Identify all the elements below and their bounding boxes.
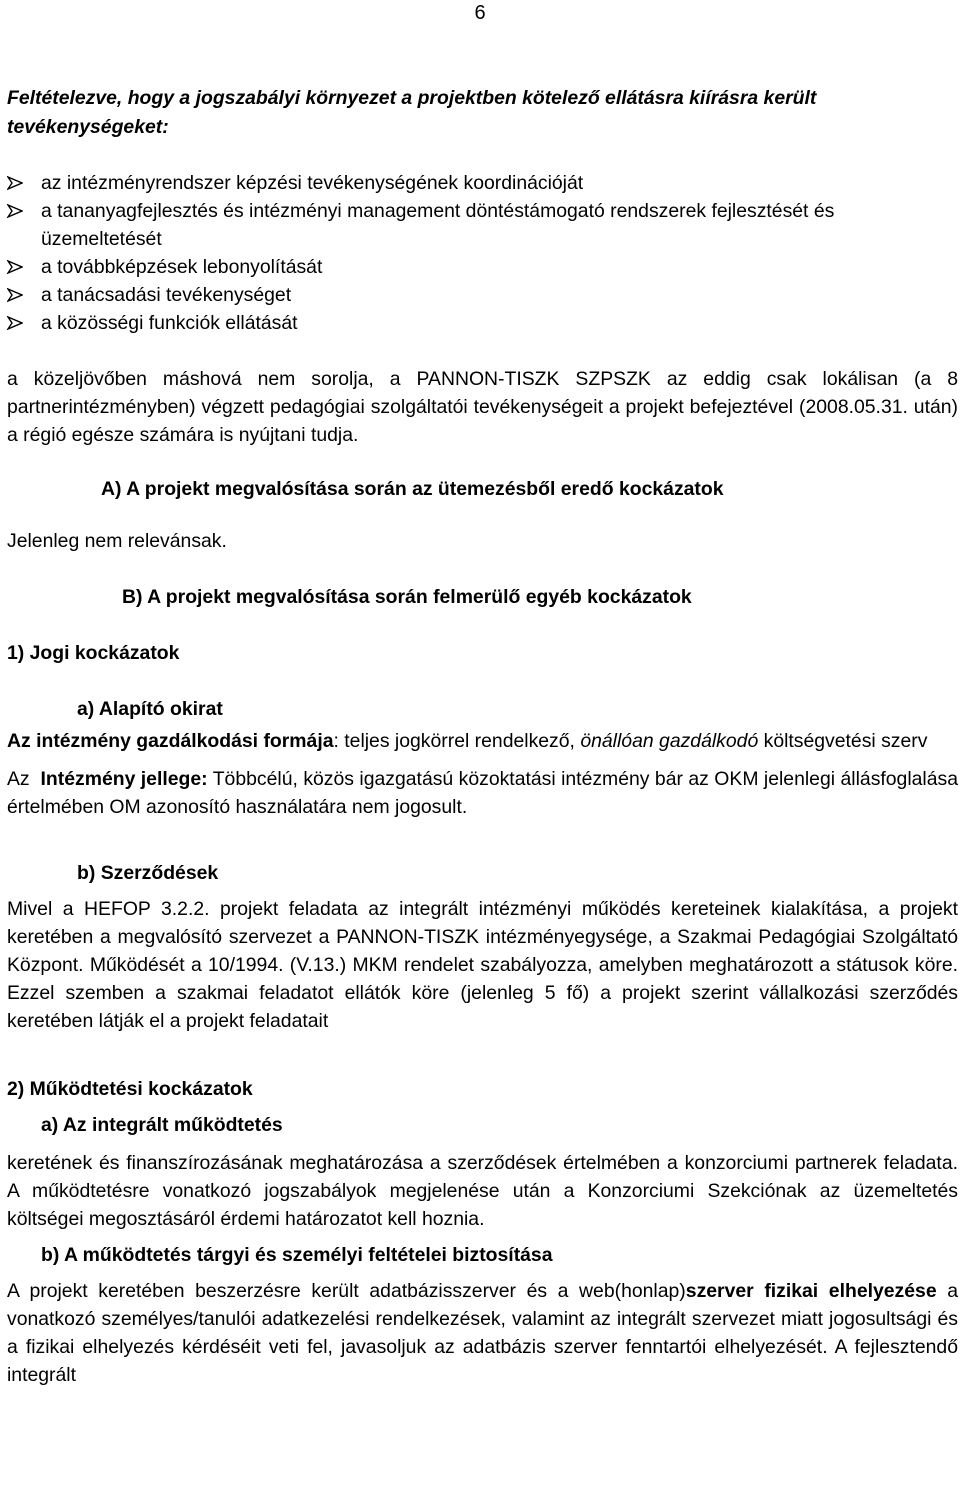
- section-operational-risks: 2) Működtetési kockázatok: [7, 1078, 253, 1100]
- paragraph-integrated-operation: keretének és finanszírozásának meghatározása a szerződések értelmében a konzorciumi partnerek feladata. A működtetésre vonatkozó jogszabályok megjelenése után a Konzorciumi Szekciónak az üzemeltetés költségei megosztásáról érdemi határozatot kell hoznia.: [7, 1152, 958, 1230]
- list-item: [7, 197, 958, 253]
- intro-paragraph: Feltételezve, hogy a jogszabályi környezet a projektben kötelező ellátásra kiírásra került tevékenységeket:: [7, 87, 817, 138]
- paragraph-outlook: a közeljövőben máshová nem sorolja, a PANNON-TISZK SZPSZK az eddig csak lokálisan (a 8 partnerintézményben) végzett pedagógiai szolgáltatói tevékenységeit a projekt befejeztével (2008.05.31. után) a régió egésze számára is nyújtani tudja.: [7, 368, 958, 446]
- arrow-bullet-icon: [7, 204, 23, 218]
- list-item: [7, 309, 958, 337]
- page-number: 6: [474, 2, 486, 24]
- management-form-text-end: költségvetési szerv: [758, 730, 928, 752]
- subheading-integrated-operation: a) Az integrált működtetés: [41, 1114, 283, 1136]
- list-item-text: az intézményrendszer képzési tevékenységének koordinációját: [41, 172, 584, 194]
- activity-list: [7, 169, 958, 337]
- list-item-text: a közösségi funkciók ellátását: [41, 312, 298, 334]
- operating-conditions-text: A projekt keretében beszerzésre került adatbázisszerver és a web(honlap): [7, 1280, 686, 1302]
- paragraph-management-form: [7, 727, 958, 755]
- management-form-text: : teljes jogkörrel rendelkező,: [333, 730, 581, 752]
- subheading-contracts: b) Szerződések: [77, 862, 219, 884]
- institution-character-prefix: Az: [7, 768, 30, 790]
- list-item-text: a tanácsadási tevékenységet: [41, 284, 292, 306]
- paragraph-contracts: Mivel a HEFOP 3.2.2. projekt feladata az integrált intézményi működés kereteinek kialakítása, a projekt keretében a megvalósító szervezet a PANNON-TISZK intézményegysége, a Szakmai Pedagógiai Szolgáltató Központ. Működését a 10/1994. (V.13.) MKM rendelet szabályozza, amelyben meghatározott a státusok köre. Ezzel szemben a szakmai feladatot ellátók köre (jelenleg 5 fő) a projekt szerint vállalkozási szerződés keretében látják el a projekt feladatait: [7, 898, 958, 1032]
- list-item: [7, 281, 958, 309]
- arrow-bullet-icon: [7, 288, 23, 302]
- section-legal-risks: 1) Jogi kockázatok: [7, 642, 180, 664]
- not-relevant-text: Jelenleg nem relevánsak.: [7, 530, 227, 552]
- list-item-text: a tananyagfejlesztés és intézményi management döntéstámogató rendszerek fejlesztését és üzemeltetését: [41, 200, 835, 250]
- operating-conditions-text-end: a vonatkozó személyes/tanulói adatkezelési rendelkezések, valamint az integrált szervezet miatt jogosultsági és a fizikai elhelyezés kérdéséit veti fel, javasoljuk az adatbázis szerver fenntartói elhelyezését. A fejlesztendő integrált: [7, 1280, 959, 1386]
- arrow-bullet-icon: [7, 260, 23, 274]
- list-item-text: a továbbképzések lebonyolítását: [41, 256, 323, 278]
- arrow-bullet-icon: [7, 176, 23, 190]
- operating-conditions-bold: szerver fizikai elhelyezése: [685, 1280, 937, 1302]
- heading-other-risks: B) A projekt megvalósítása során felmerülő egyéb kockázatok: [122, 586, 692, 608]
- document-body: [7, 84, 958, 1389]
- paragraph-operating-conditions: [7, 1277, 958, 1389]
- paragraph-institution-character: [7, 765, 958, 821]
- list-item: [7, 169, 958, 197]
- heading-schedule-risks: A) A projekt megvalósítása során az ütemezésből eredő kockázatok: [101, 478, 724, 500]
- management-form-italic: önállóan gazdálkodó: [580, 730, 759, 752]
- subheading-operating-conditions: b) A működtetés tárgyi és személyi feltételei biztosítása: [41, 1244, 553, 1266]
- list-item: [7, 253, 958, 281]
- management-form-label: Az intézmény gazdálkodási formája: [7, 730, 334, 752]
- institution-character-label: Intézmény jellege:: [40, 768, 208, 790]
- subheading-founding-document: a) Alapító okirat: [77, 698, 223, 720]
- arrow-bullet-icon: [7, 316, 23, 330]
- institution-character-text: Többcélú, közös igazgatású közoktatási intézmény bár az OKM jelenlegi állásfoglalása értelmében OM azonosító használatára nem jogosult.: [7, 768, 959, 818]
